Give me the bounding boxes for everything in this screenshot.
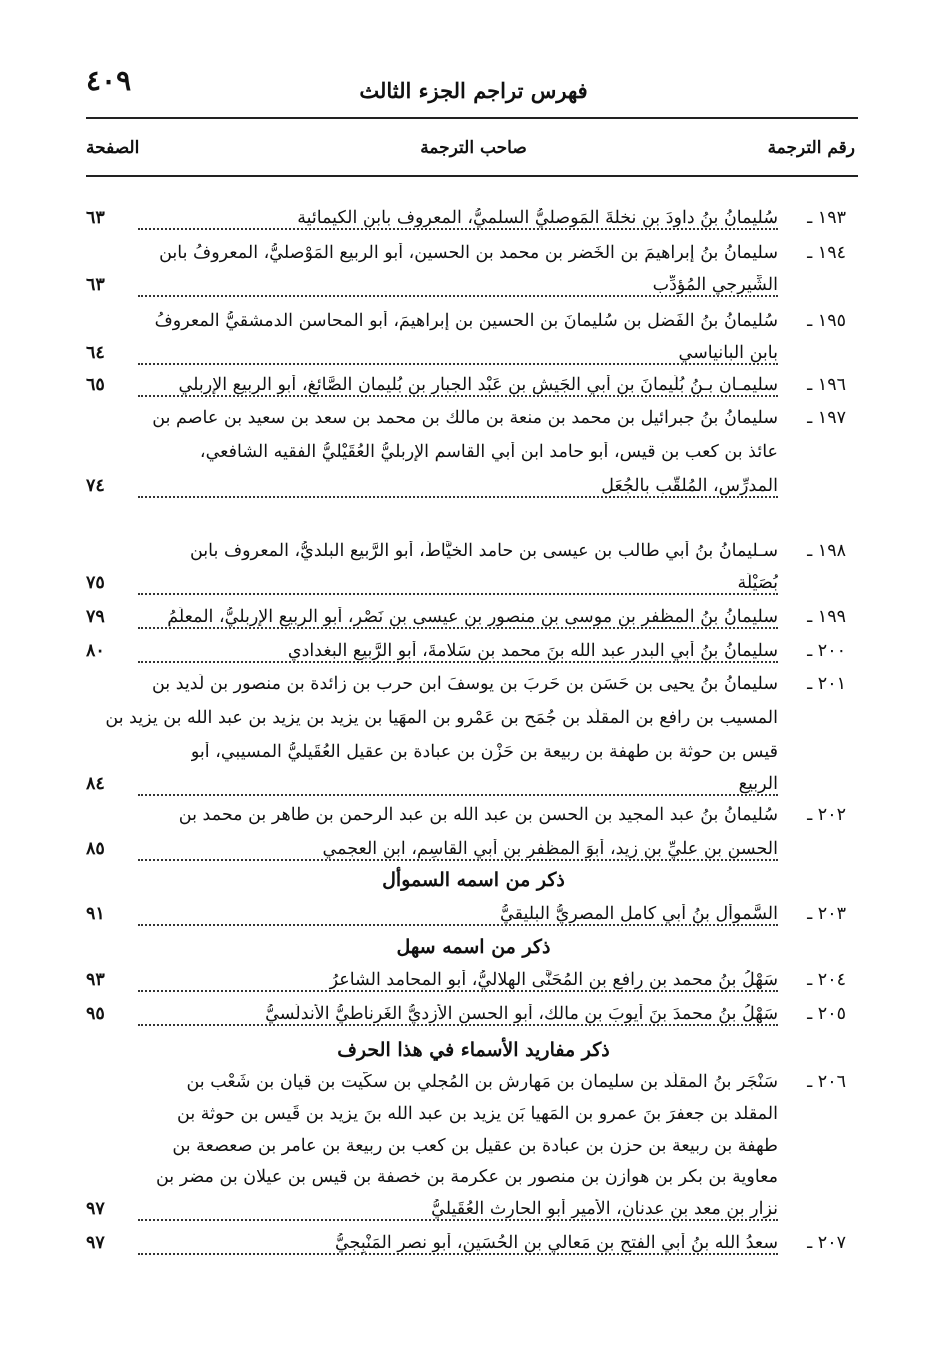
entry-text: الربيع — [733, 774, 778, 794]
entry-text: بابن البانياسي — [673, 343, 779, 363]
column-header-page: الصفحة — [86, 138, 140, 158]
entry-number: ٢٠٤ ـ — [807, 970, 846, 990]
column-header-number: رقم الترجمة — [767, 138, 855, 158]
column-header-rule — [86, 175, 858, 177]
entry-number: ٢٠٥ ـ — [807, 1004, 846, 1024]
entry-page: ٦٣ — [86, 275, 105, 295]
entry-number: ١٩٤ ـ — [807, 243, 846, 263]
entry-number: ٢٠٢ ـ — [807, 805, 846, 825]
entry-page: ٩٥ — [86, 1004, 105, 1024]
entry-text: سُليمانُ بنُ الفَضل بن سُليمانَ بن الحسين بن إبراهيمَ، أبو المحاسن الدمشقيُّ المعروفُ — [154, 311, 778, 331]
entry-text: سَهْلُ بنُ محمد بن رافع بن المُحَنَّى الهلاليُّ، أبو المحامد الشاعرُ — [324, 970, 778, 990]
entry-text: سليمـان بـنُ بُلَيمانَ بن أبي الجَيش بن عَبْد الجبار بن بُليمان الصَّائغ، أبو الربيع الإربلي — [173, 375, 778, 395]
entry-text: سليمانُ بنُ إبراهيمَ بن الخَضر بن محمد بن الحسين، أبو الربيع المَوْصليُّ، المعروفُ بابن — [159, 243, 778, 263]
entry-page: ٨٠ — [86, 641, 105, 661]
entry-text: قيس بن حوثة بن طهفة بن ربيعة بن حَزْن بن عبادة بن عقيل العُقَيليُّ المسيبي، أبو — [190, 742, 778, 762]
entry-text: المقلد بن جعفرَ بنَ عمرو بن المَهيا بَن يزيد بن عبد الله بنَ يزيد بن قَيس بن حوثة بن — [177, 1104, 778, 1124]
entry-number: ١٩٨ ـ — [807, 541, 846, 561]
entry-text: نزار بن معد بن عدنان، الأمير أبو الحارث العُقَيليُّ — [425, 1199, 778, 1219]
entry-page: ٦٣ — [86, 208, 105, 228]
entry-text: سليمانُ بنُ يحيى بن حَسَن بن حَربَ بن يوسفَ ابن حرب بن زائدة بن منصور بن لَديد بن — [151, 674, 778, 694]
section-heading: ذكر من اسمه سهل — [396, 936, 551, 958]
entry-number: ٢٠٠ ـ — [807, 641, 846, 661]
section-heading: ذكر مفاريد الأسماء في هذا الحرف — [337, 1039, 610, 1061]
entry-text: سُليمانُ بنُ عبد المجيد بن الحسن بن عبد الله بن عبد الرحمن بن طاهر بن محمد بن — [178, 805, 778, 825]
entry-page: ٩٧ — [86, 1199, 105, 1219]
entry-number: ١٩٥ ـ — [807, 311, 846, 331]
entry-text: بُصَيْلَة — [731, 573, 778, 593]
entry-text: سَهْلُ بنُ محمدَ بنَ أيوبَ بن مالك، أبو الحسن الأزديُّ الغَرناطيُّ الأندلُسيُّ — [259, 1004, 778, 1024]
entry-text: سُليمانُ بنُ داودَ بن نخلةَ المَوصليُّ السلميُّ، المعروف بابن الكيمائية — [291, 208, 778, 228]
entry-text: سعدُ الله بنُ أبي الفتح بن مَعالي بن الحُسَين، أبو نصر المَنْبِجيُّ — [329, 1233, 778, 1253]
entry-number: ١٩٦ ـ — [807, 375, 846, 395]
entry-text: سَنْجَر بنُ المقلّد بن سليمان بن مَهارش بن المُجلي بن سكَّيت بن قيان بن شَعْب بن — [186, 1072, 778, 1092]
column-header-name: صاحب الترجمة — [420, 138, 527, 158]
entry-text: طهفة بن ربيعة بن حزن بن عبادة بن عقيل بن كعب بن ربيعة بن عامر بن صعصعة بن — [172, 1136, 778, 1156]
entry-text: السَّموأل بنُ أبي كامل المصريُّ البليقيُّ — [494, 904, 778, 924]
entry-number: ١٩٩ ـ — [807, 607, 846, 627]
entry-text: عائذ بن كعب بن قيس، أبو حامد ابن أبي القاسم الإربليُّ العُقَيْليُّ الفقيه الشافعي، — [199, 442, 778, 462]
entry-page: ٩١ — [86, 904, 105, 924]
section-heading: ذكر من اسمه السموأل — [382, 869, 565, 891]
entry-page: ٦٤ — [86, 343, 105, 363]
entry-page: ٧٥ — [86, 573, 105, 593]
entry-number: ٢٠٣ ـ — [807, 904, 846, 924]
entry-page: ٨٥ — [86, 839, 105, 859]
entry-page: ٧٩ — [86, 607, 105, 627]
entry-number: ٢٠٧ ـ — [807, 1233, 846, 1253]
entry-page: ٨٤ — [86, 774, 105, 794]
running-head: فهرس تراجم الجزء الثالث — [359, 78, 588, 103]
entry-text: سـليمانُ بنُ أبي طالب بن عيسى بن حامد الخيَّاطُ، أبو الرَّبيع البلديُّ، المعروف بابن — [189, 541, 778, 561]
entry-text: سليمانُ بنُ المظفر بن موسى بن منصور بن عيسى بن نَصْر، أبو الربيع الإربليُّ، المعلِّمُ — [161, 607, 778, 627]
entry-text: المدرِّس، المُلقَّب بالجُعَل — [595, 476, 778, 496]
entry-page: ٩٧ — [86, 1233, 105, 1253]
page-number: ٤٠٩ — [86, 64, 132, 97]
entry-text: الحسن بن عليِّ بن زيد، أبوَ المظفر بن أبي القاسِم، ابن العجمي — [317, 839, 778, 859]
entry-text: سليمانُ بنُ أبي البدر عبد الله بنَ محمد بن سَلامةَ، أبو الرَّبيع البغدادي — [282, 641, 778, 661]
entry-number: ٢٠٦ ـ — [807, 1072, 846, 1092]
entry-number: ١٩٣ ـ — [807, 208, 846, 228]
entry-number: ١٩٧ ـ — [807, 408, 846, 428]
entry-number: ٢٠١ ـ — [807, 674, 846, 694]
entry-text: الشِّيرجي المُؤدِّب — [647, 275, 778, 295]
entry-page: ٧٤ — [86, 476, 105, 496]
entry-page: ٩٣ — [86, 970, 105, 990]
header-rule — [86, 117, 858, 119]
entry-text: المسيب بن رافع بن المقلّد بن جُمَح بن عَمْرو بن المهَيا بن يزيد بن يزيد بن عبد الله بن يزيد بن — [105, 708, 778, 728]
entry-text: سليمانُ بنُ جبرائيل بن محمد بن منعة بن مالك بن محمد بن سعد بن سعيد بن عاصم بن — [152, 408, 778, 428]
entry-page: ٦٥ — [86, 375, 105, 395]
entry-text: معاوية بن بكر بن هوازن بن منصور بن عكرمة بن خصفة بن قيس بن عيلان بن مضر بن — [155, 1167, 778, 1187]
